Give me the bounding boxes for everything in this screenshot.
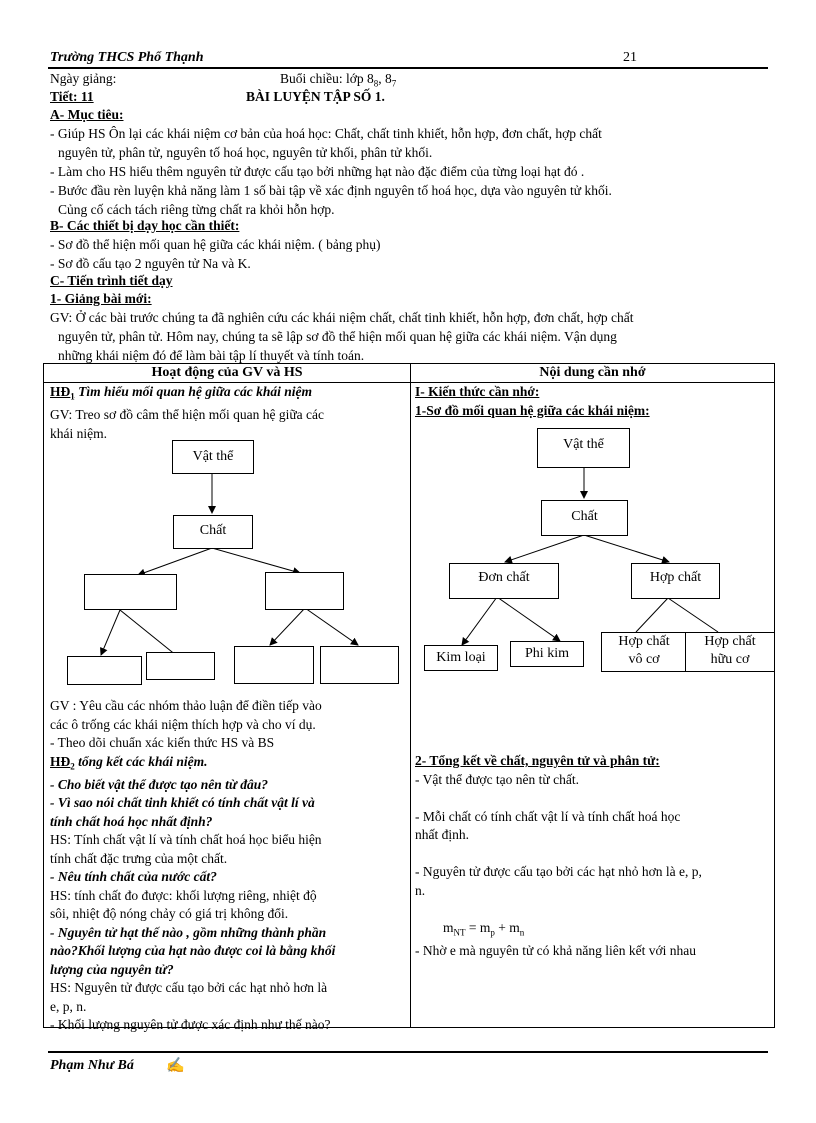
hd2-label: $HĐ_2$ bbox=[50, 753, 75, 772]
right-box-kimloai: Kim loại bbox=[424, 645, 498, 671]
section-c-line-3: những khái niệm đó để làm bài tập lí thuyết và tính toán. bbox=[58, 348, 365, 363]
date-label: Ngày giảng: bbox=[50, 71, 117, 86]
author-name: Phạm Như Bá bbox=[50, 1058, 134, 1073]
left-box-vatthe: Vật thể bbox=[172, 440, 254, 474]
section-a-line-3: - Làm cho HS hiểu thêm nguyên tử được cấu tạo bởi những hạt nào đặc điểm của từng loại hạt đó . bbox=[50, 164, 585, 179]
right-box-hcvc bbox=[601, 632, 687, 672]
answer-4a: HS: Nguyên tử được cấu tạo bởi các hạt nhỏ hơn là bbox=[50, 980, 328, 996]
left-arrow-box2-leaf3 bbox=[270, 608, 305, 645]
right-p4: - Nhờ e mà nguyên tử có khả năng liên kết với nhau bbox=[415, 942, 697, 958]
right-box-hopchat: Hợp chất bbox=[631, 563, 720, 599]
right-arrow-donchat-phikim bbox=[497, 597, 560, 641]
left-column-2 bbox=[50, 697, 410, 1035]
answer-3a: HS: tính chất đo được: khối lượng riêng, nhiệt độ bbox=[50, 887, 317, 903]
section-b-line-2: - Sơ đồ cấu tạo 2 nguyên tử Na và K. bbox=[50, 256, 251, 271]
section-b-heading: B- Các thiết bị dạy học cần thiết: bbox=[50, 218, 240, 233]
hd1-text-1: GV: Treo sơ đồ câm thể hiện mối quan hệ giữa các bbox=[50, 407, 325, 423]
section-a-line-2: nguyên tử, phân tử, nguyên tố hoá học, nguyên tử khối, phân tử khối. bbox=[58, 145, 433, 160]
section-c-heading: C- Tiến trình tiết dạy bbox=[50, 273, 173, 288]
section-a-heading: A- Mục tiêu: bbox=[50, 107, 124, 122]
session-prefix: Buổi chiều: lớp bbox=[280, 71, 368, 86]
right-box-vatthe: Vật thể bbox=[537, 428, 630, 468]
right-p2b: nhất định. bbox=[415, 827, 469, 842]
after-diagram-1: GV : Yêu cầu các nhóm thảo luận để điền tiếp vào bbox=[50, 698, 322, 713]
right-column-2 bbox=[415, 752, 773, 960]
right-p3b: n. bbox=[415, 882, 426, 898]
left-arrow-box1-leaf1 bbox=[101, 610, 120, 655]
right-column bbox=[415, 383, 770, 420]
left-box-blank-6 bbox=[320, 646, 399, 684]
left-box-blank-1 bbox=[84, 574, 177, 610]
class-a-sub: 8 bbox=[373, 78, 379, 89]
question-1: - Cho biết vật thể được tạo nên từ đâu? bbox=[50, 776, 269, 792]
question-5: - Khối lượng nguyên tử được xác định như thế nào? bbox=[50, 1017, 331, 1033]
hd1-label: $HĐ_1$ bbox=[50, 384, 75, 402]
right-spacer-3 bbox=[415, 900, 773, 919]
left-box-chat: Chất bbox=[173, 515, 253, 549]
right-arrow-donchat-kimloai bbox=[462, 597, 497, 645]
right-line-hopchat-vc bbox=[636, 598, 668, 632]
question-4c: lượng của nguyên tử? bbox=[50, 961, 174, 977]
class-b-base: 8 bbox=[385, 71, 392, 86]
left-box-blank-2 bbox=[265, 572, 344, 610]
answer-3b: sôi, nhiệt độ nóng chảy có giá trị không đổi. bbox=[50, 906, 289, 922]
left-arrow-chat-box1 bbox=[138, 548, 212, 575]
section-c-line-2: nguyên tử, phân tử. Hôm nay, chúng ta sẽ lập sơ đồ thể hiện mối quan hệ giữa các khái niệm. Vận dụng bbox=[58, 329, 617, 344]
class-a: 8 bbox=[367, 71, 374, 86]
right-heading-3: 2- Tổng kết về chất, nguyên tử và phân tử: bbox=[415, 753, 660, 768]
mass-formula: $m_{NT} = m_p + m_n$ bbox=[443, 919, 525, 938]
right-box-donchat: Đơn chất bbox=[449, 563, 559, 599]
hd2-title: tổng kết các khái niệm. bbox=[78, 753, 208, 769]
hd1-title: Tìm hiểu mối quan hệ giữa các khái niệm bbox=[78, 384, 312, 399]
answer-2b: tính chất đặc trưng của một chất. bbox=[50, 850, 228, 866]
col-left-header: Hoạt động của GV và HS bbox=[44, 364, 411, 383]
right-spacer-1 bbox=[415, 789, 773, 808]
footer-rule bbox=[48, 1051, 768, 1053]
col-right-header: Nội dung cần nhớ bbox=[411, 364, 775, 383]
after-diagram-2: các ô trống các khái niệm thích hợp và cho ví dụ. bbox=[50, 716, 316, 732]
right-box-hchc bbox=[685, 632, 775, 672]
hd2-heading bbox=[50, 753, 410, 776]
question-2b: tính chất hoá học nhất định? bbox=[50, 813, 213, 829]
hchc-line-2: hữu cơ bbox=[710, 652, 750, 667]
section-a-line-5: Củng cố cách tách riêng từng chất ra khỏi hỗn hợp. bbox=[58, 202, 335, 217]
right-p1: - Vật thể được tạo nên từ chất. bbox=[415, 771, 579, 787]
page-number: 21 bbox=[623, 50, 637, 65]
right-box-chat: Chất bbox=[541, 500, 628, 536]
hcvc-line-1: Hợp chất bbox=[618, 634, 670, 649]
right-box-phikim: Phi kim bbox=[510, 641, 584, 667]
section-c-sub1: 1- Giảng bài mới: bbox=[50, 291, 152, 306]
question-2a: - Vì sao nói chất tinh khiết có tính chất vật lí và bbox=[50, 795, 315, 811]
school-name: Trường THCS Phổ Thạnh bbox=[50, 50, 204, 65]
right-arrow-chat-donchat bbox=[505, 535, 584, 562]
after-diagram-3: - Theo dõi chuẩn xác kiến thức HS và BS bbox=[50, 735, 275, 750]
answer-2a: HS: Tính chất vật lí và tính chất hoá học biểu hiện bbox=[50, 832, 322, 848]
section-b-line-1: - Sơ đồ thể hiện mối quan hệ giữa các khái niệm. ( bảng phụ) bbox=[50, 237, 381, 252]
class-sep: , bbox=[378, 71, 386, 86]
writing-hand-icon: ✍ bbox=[166, 1058, 185, 1074]
question-4b: nào?Khối lượng của hạt nào được coi là bằng khối bbox=[50, 943, 336, 959]
right-heading-2: 1-Sơ đồ mối quan hệ giữa các khái niệm: bbox=[415, 402, 650, 418]
right-heading-1: I- Kiến thức cần nhớ: bbox=[415, 384, 540, 399]
hd1-text-2: khái niệm. bbox=[50, 425, 107, 441]
section-a-line-4: - Bước đầu rèn luyện khả năng làm 1 số bài tập về xác định nguyên tố hoá học, dựa vào nguyên tử khối. bbox=[50, 183, 612, 198]
question-4a: - Nguyên tử hạt thế nào , gồm những thành phần bbox=[50, 924, 327, 940]
hchc-line-1: Hợp chất bbox=[704, 634, 756, 649]
right-p2a: - Mỗi chất có tính chất vật lí và tính chất hoá học bbox=[415, 808, 681, 824]
right-arrow-chat-hopchat bbox=[584, 535, 669, 562]
class-b-sub: 7 bbox=[391, 78, 397, 89]
answer-4b: e, p, n. bbox=[50, 998, 87, 1014]
hcvc-line-2: vô cơ bbox=[628, 652, 660, 667]
right-spacer-2 bbox=[415, 845, 773, 864]
lesson-number: Tiết: 11 bbox=[50, 89, 94, 104]
left-box-blank-4 bbox=[146, 652, 215, 680]
left-box-blank-3 bbox=[67, 656, 142, 685]
lesson-title: BÀI LUYỆN TẬP SỐ 1. bbox=[246, 89, 385, 104]
left-arrow-chat-box2 bbox=[212, 548, 300, 573]
right-line-hopchat-hc bbox=[668, 598, 718, 632]
left-arrow-box2-leaf4 bbox=[305, 608, 358, 645]
question-3: - Nêu tính chất của nước cất? bbox=[50, 869, 217, 885]
right-p3a: - Nguyên tử được cấu tạo bởi các hạt nhỏ hơn là e, p, bbox=[415, 864, 702, 879]
left-box-blank-5 bbox=[234, 646, 314, 684]
section-a-line-1: - Giúp HS Ôn lại các khái niệm cơ bản của hoá học: Chất, chất tinh khiết, hỗn hợp, đơn chất, hợp chất bbox=[50, 126, 602, 141]
section-c-line-1: GV: Ở các bài trước chúng ta đã nghiên cứu các khái niệm chất, chất tinh khiết, hỗn hợp, đơn chất, hợp chất bbox=[50, 310, 634, 325]
